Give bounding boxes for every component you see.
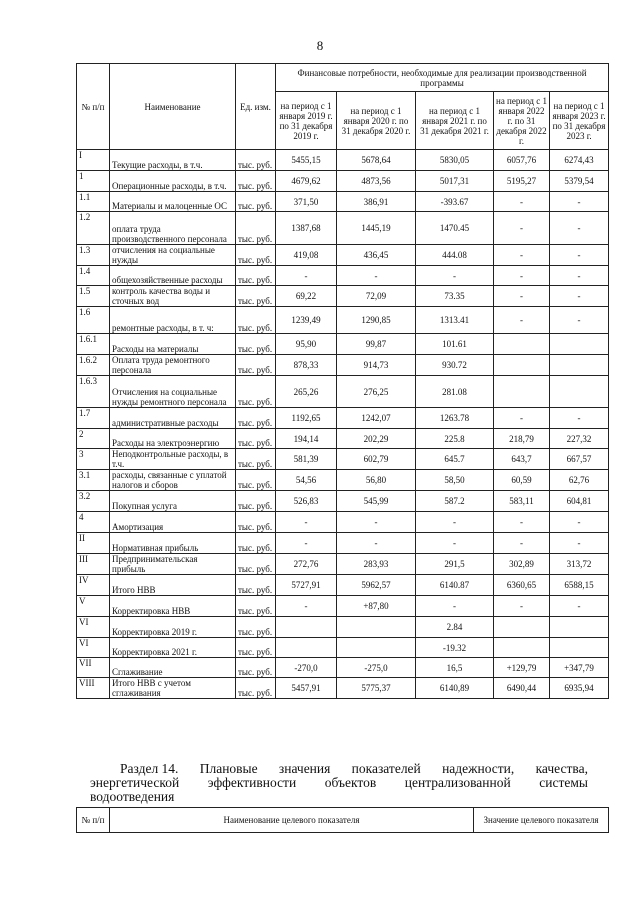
row-value: 194,14 [276,429,337,449]
row-value [337,638,416,658]
row-value: 581,39 [276,449,337,470]
financial-needs-table [76,63,609,699]
row-value: 583,11 [494,491,550,512]
row-value [550,376,609,408]
row-unit: тыс. руб. [236,355,276,376]
row-value: - [494,266,550,286]
row-value: - [550,533,609,554]
row-name: расходы, связанные с уплатой налогов и сборов [110,470,236,491]
table-row [77,150,609,171]
row-value: - [550,266,609,286]
row-value: - [494,286,550,307]
row-number: V [77,596,110,617]
table-row [77,266,609,286]
row-unit: тыс. руб. [236,678,276,699]
row-unit: тыс. руб. [236,449,276,470]
row-value: 73.35 [416,286,494,307]
section-heading-word: надежности, [442,761,515,776]
indicators-header-name: Наименование целевого показателя [110,808,474,833]
row-name: Покупная услуга [110,491,236,512]
row-value: 1387,68 [276,212,337,245]
row-number: VIII [77,678,110,699]
row-unit: тыс. руб. [236,212,276,245]
row-name: общехозяйственные расходы [110,266,236,286]
row-value [276,638,337,658]
row-unit: тыс. руб. [236,429,276,449]
row-value: - [550,408,609,429]
row-value: -270,0 [276,658,337,678]
row-number: 1.2 [77,212,110,245]
row-value: +87,80 [337,596,416,617]
row-value: 62,76 [550,470,609,491]
row-value: 6057,76 [494,150,550,171]
row-unit: тыс. руб. [236,245,276,266]
table-row [77,617,609,638]
row-name: Корректировка 2019 г. [110,617,236,638]
row-number: 3.2 [77,491,110,512]
row-value: 6935,94 [550,678,609,699]
row-name: контроль качества воды и сточных вод [110,286,236,307]
row-value: 6274,43 [550,150,609,171]
row-number: 1.6.2 [77,355,110,376]
row-value: 643,7 [494,449,550,470]
row-value: 218,79 [494,429,550,449]
row-number: 1.6 [77,307,110,334]
row-number: VI [77,617,110,638]
row-name: Отчисления на социальные нужды ремонтного персонала [110,376,236,408]
table-row [77,429,609,449]
row-unit: тыс. руб. [236,408,276,429]
table-row [77,575,609,596]
row-value: 72,09 [337,286,416,307]
row-value: 227,32 [550,429,609,449]
section-heading-word: Раздел 14. [120,761,179,776]
row-name: Корректировка НВВ [110,596,236,617]
row-value: - [276,596,337,617]
table-row [77,449,609,470]
row-number: 1.5 [77,286,110,307]
row-value: 281.08 [416,376,494,408]
table-row [77,192,609,212]
row-name: Итого НВВ [110,575,236,596]
row-name: Материалы и малоценные ОС [110,192,236,212]
row-value: 69,22 [276,286,337,307]
row-number: 1 [77,171,110,192]
row-value: -393.67 [416,192,494,212]
row-number: III [77,554,110,575]
row-unit: тыс. руб. [236,575,276,596]
header-unit: Ед. изм. [236,64,276,150]
table-row [77,245,609,266]
row-unit: тыс. руб. [236,596,276,617]
row-value: 265,26 [276,376,337,408]
row-value [276,617,337,638]
row-value: - [337,533,416,554]
section-heading-word: объектов [324,775,377,790]
header-period: на период с 1 января 2020 г. по 31 декабря 2020 г. [337,92,416,150]
row-number: 2 [77,429,110,449]
row-value: 6140,89 [416,678,494,699]
row-unit: тыс. руб. [236,376,276,408]
row-value: 291,5 [416,554,494,575]
indicators-header-num: № п/п [77,808,110,833]
row-value: 914,73 [337,355,416,376]
row-value: 2.84 [416,617,494,638]
row-value: 58,50 [416,470,494,491]
section-heading-word: системы [539,775,588,790]
row-unit: тыс. руб. [236,266,276,286]
row-value: 16,5 [416,658,494,678]
row-value: 444.08 [416,245,494,266]
table-row [77,355,609,376]
row-unit: тыс. руб. [236,192,276,212]
row-value: 4873,56 [337,171,416,192]
row-value: -19.32 [416,638,494,658]
row-value: 5457,91 [276,678,337,699]
row-value: - [550,192,609,212]
row-value: - [337,266,416,286]
row-number: 1.7 [77,408,110,429]
row-name: Текущие расходы, в т.ч. [110,150,236,171]
row-value: 5017,31 [416,171,494,192]
row-value: 602,79 [337,449,416,470]
table-row [77,171,609,192]
row-name: Неподконтрольные расходы, в т.ч. [110,449,236,470]
row-number: 1.3 [77,245,110,266]
row-name: Операционные расходы, в т.ч. [110,171,236,192]
row-value [494,376,550,408]
row-name: Оплата труда ремонтного персонала [110,355,236,376]
row-name: Корректировка 2021 г. [110,638,236,658]
row-value: 604,81 [550,491,609,512]
table-row [77,212,609,245]
header-group: Финансовые потребности, необходимые для реализации производственной программы [276,64,609,92]
row-value: - [494,307,550,334]
row-value: +347,79 [550,658,609,678]
table-row [77,470,609,491]
row-value: - [494,245,550,266]
table-row [77,491,609,512]
row-value: 5455,15 [276,150,337,171]
row-value: - [494,533,550,554]
row-value: 95,90 [276,334,337,355]
row-value: 313,72 [550,554,609,575]
section-heading-word: показателей [351,761,421,776]
row-value: - [494,192,550,212]
row-value: - [416,533,494,554]
row-value: 645.7 [416,449,494,470]
row-value: 5727,91 [276,575,337,596]
row-value: 6360,65 [494,575,550,596]
row-value: 5379,54 [550,171,609,192]
row-number: 3.1 [77,470,110,491]
section-heading-word: Плановые [199,761,258,776]
row-value: 99,87 [337,334,416,355]
row-value: - [276,512,337,533]
row-name: отчисления на социальные нужды [110,245,236,266]
row-value: 6588,15 [550,575,609,596]
row-value: 5775,37 [337,678,416,699]
row-value: 4679,62 [276,171,337,192]
indicators-header-value: Значение целевого показателя [474,808,609,833]
row-value [494,355,550,376]
row-value: 1242,07 [337,408,416,429]
row-name: оплата труда производственного персонала [110,212,236,245]
row-name: Расходы на электроэнергию [110,429,236,449]
row-number: 1.1 [77,192,110,212]
row-value: 272,76 [276,554,337,575]
row-value: 1290,85 [337,307,416,334]
table-row [77,512,609,533]
row-value: 1192,65 [276,408,337,429]
row-unit: тыс. руб. [236,150,276,171]
row-value [550,638,609,658]
section-heading-word: эффективности [207,775,297,790]
row-value: - [416,512,494,533]
section-heading-line3: водоотведения [90,789,175,804]
row-unit: тыс. руб. [236,334,276,355]
row-name: Амортизация [110,512,236,533]
row-value: - [550,307,609,334]
row-value: 54,56 [276,470,337,491]
table-row [77,408,609,429]
row-value: - [550,512,609,533]
table-row [77,554,609,575]
row-value: - [550,245,609,266]
row-value: - [276,266,337,286]
row-value: 56,80 [337,470,416,491]
row-value: - [494,408,550,429]
row-name: Сглаживание [110,658,236,678]
row-value [550,617,609,638]
row-name: Итого НВВ с учетом сглаживания [110,678,236,699]
target-indicators-table [76,807,609,833]
row-value: - [416,596,494,617]
table-row [77,334,609,355]
header-period: на период с 1 января 2023 г. по 31 декабря 2023 г. [550,92,609,150]
section-heading-word: качества, [535,761,588,776]
row-unit: тыс. руб. [236,286,276,307]
row-value: 667,57 [550,449,609,470]
section-heading-word: значения [278,761,331,776]
header-period: на период с 1 января 2022 г. по 31 декабря 2022 г. [494,92,550,150]
row-value [494,617,550,638]
row-number: I [77,150,110,171]
page-number: 8 [316,38,324,53]
row-name: ремонтные расходы, в т. ч: [110,307,236,334]
row-unit: тыс. руб. [236,491,276,512]
row-name: административные расходы [110,408,236,429]
row-value: - [276,533,337,554]
row-value: 526,83 [276,491,337,512]
row-value: 419,08 [276,245,337,266]
row-value: 225.8 [416,429,494,449]
row-value: 5830,05 [416,150,494,171]
row-value: 930.72 [416,355,494,376]
row-value: 1263.78 [416,408,494,429]
row-number: 3 [77,449,110,470]
row-value: -275,0 [337,658,416,678]
row-unit: тыс. руб. [236,307,276,334]
row-value: - [494,212,550,245]
table-row [77,638,609,658]
row-value [550,334,609,355]
table-row [77,307,609,334]
row-value [550,355,609,376]
row-value: 101.61 [416,334,494,355]
row-value: - [337,512,416,533]
row-value: 878,33 [276,355,337,376]
row-name: Расходы на материалы [110,334,236,355]
row-value: 276,25 [337,376,416,408]
row-value: 587.2 [416,491,494,512]
row-value: 5678,64 [337,150,416,171]
header-num: № п/п [77,64,110,150]
section-14-heading [90,762,588,804]
row-value: - [550,286,609,307]
row-name: Предпринимательская прибыль [110,554,236,575]
row-number: 4 [77,512,110,533]
row-value: 436,45 [337,245,416,266]
row-value: 1239,49 [276,307,337,334]
row-unit: тыс. руб. [236,470,276,491]
row-unit: тыс. руб. [236,554,276,575]
row-unit: тыс. руб. [236,638,276,658]
row-unit: тыс. руб. [236,171,276,192]
row-value: 5195,27 [494,171,550,192]
table-row [77,286,609,307]
row-value: 386,91 [337,192,416,212]
row-value: 371,50 [276,192,337,212]
row-value: 1313.41 [416,307,494,334]
row-unit: тыс. руб. [236,512,276,533]
row-number: 1.6.3 [77,376,110,408]
section-heading-word: централизованной [404,775,511,790]
row-unit: тыс. руб. [236,533,276,554]
row-number: 1.6.1 [77,334,110,355]
table-row [77,533,609,554]
header-period: на период с 1 января 2021 г. по 31 декабря 2021 г. [416,92,494,150]
row-value: 6490,44 [494,678,550,699]
row-value: 302,89 [494,554,550,575]
row-value: 1470.45 [416,212,494,245]
row-value: 5962,57 [337,575,416,596]
row-name: Нормативная прибыль [110,533,236,554]
row-value: 1445,19 [337,212,416,245]
row-value: +129,79 [494,658,550,678]
section-heading-word: энергетической [90,775,180,790]
header-name: Наименование [110,64,236,150]
row-value: 545,99 [337,491,416,512]
row-value [494,638,550,658]
table-row [77,596,609,617]
row-unit: тыс. руб. [236,617,276,638]
row-unit: тыс. руб. [236,658,276,678]
row-value: 6140.87 [416,575,494,596]
row-number: VII [77,658,110,678]
row-value: - [550,596,609,617]
row-number: II [77,533,110,554]
header-period: на период с 1 января 2019 г. по 31 декабря 2019 г. [276,92,337,150]
row-number: VI [77,638,110,658]
row-value: 283,93 [337,554,416,575]
table-row [77,658,609,678]
row-value [494,334,550,355]
row-value: 202,29 [337,429,416,449]
row-value: - [550,212,609,245]
row-value: - [416,266,494,286]
row-number: IV [77,575,110,596]
row-value: - [494,596,550,617]
row-number: 1.4 [77,266,110,286]
row-value: - [494,512,550,533]
table-row [77,678,609,699]
table-row [77,376,609,408]
row-value [337,617,416,638]
row-value: 60,59 [494,470,550,491]
